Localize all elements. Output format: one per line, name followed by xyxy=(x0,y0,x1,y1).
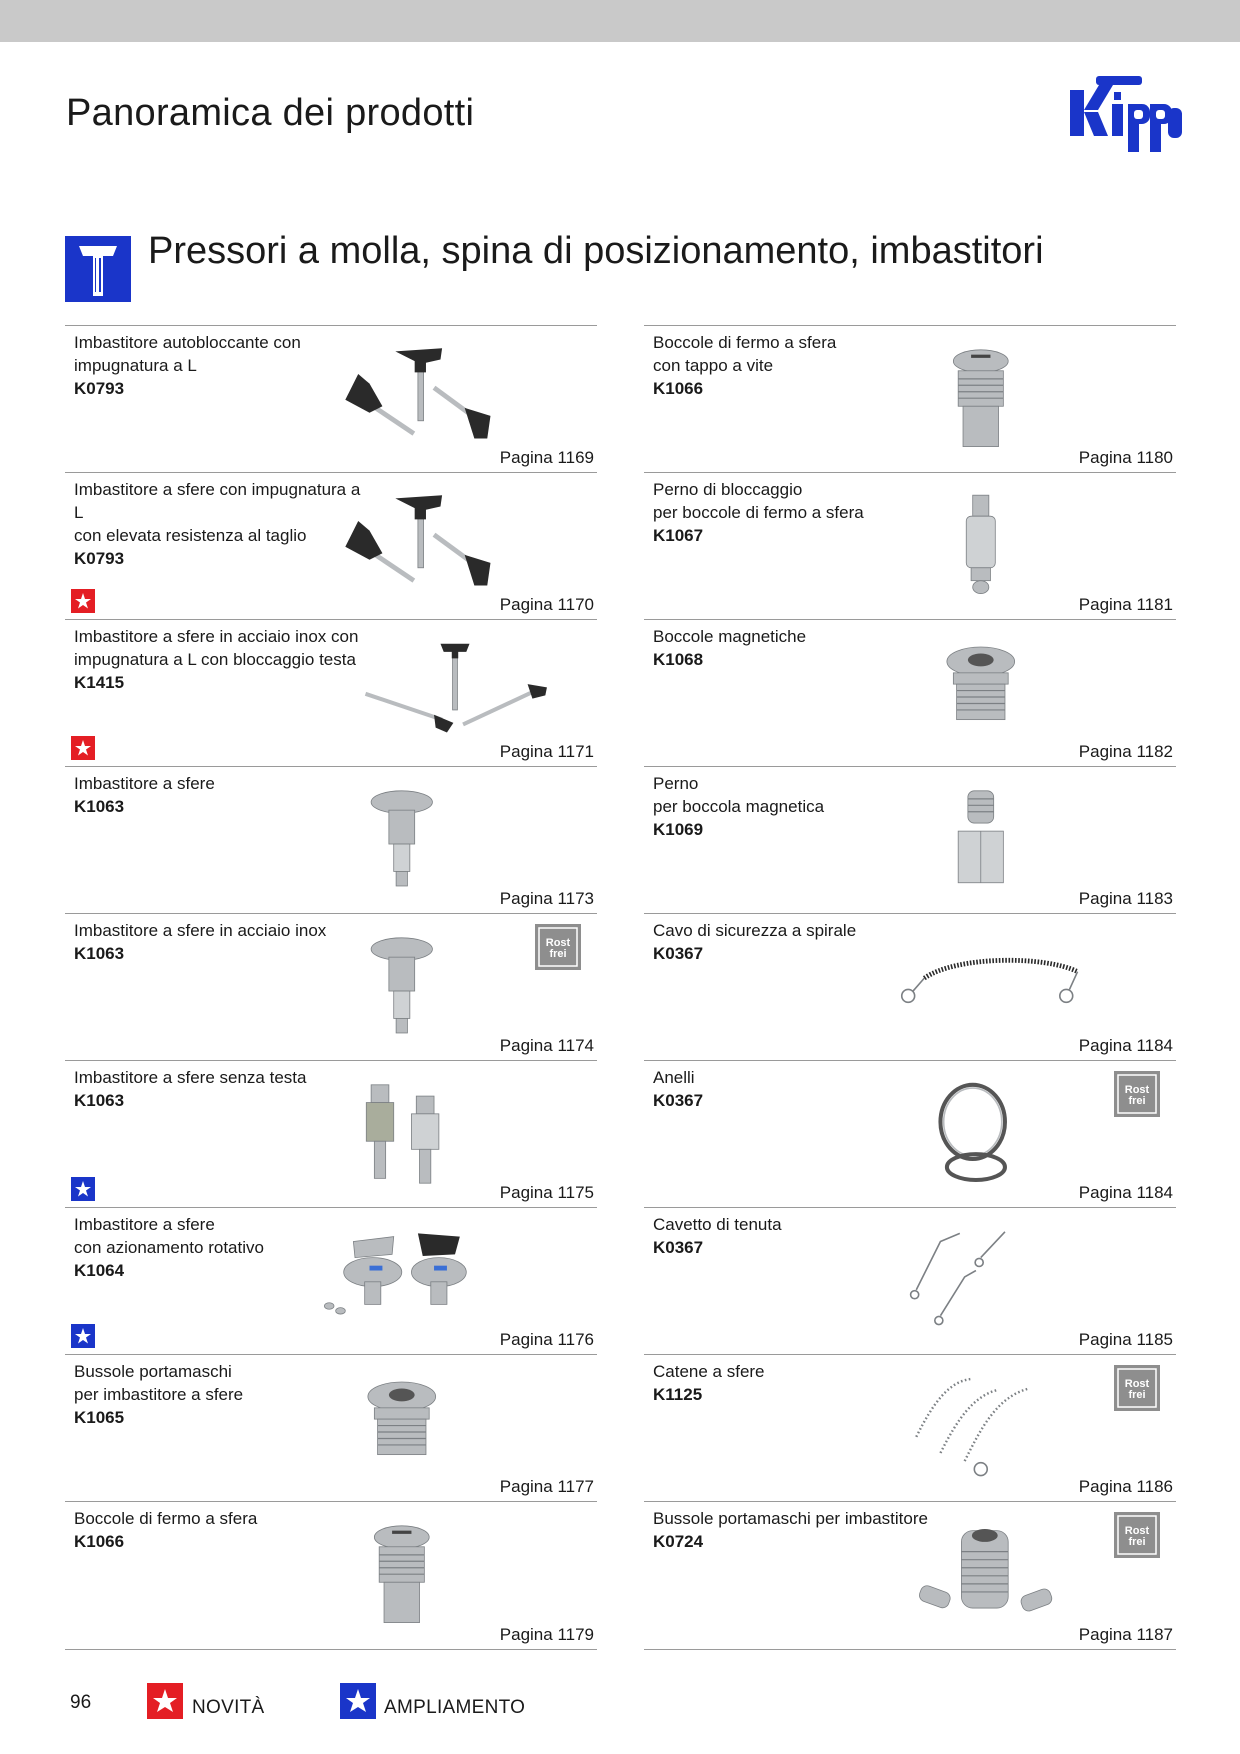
product-name-line: Imbastitore a sfere xyxy=(74,1215,215,1234)
product-column-left xyxy=(65,325,597,1650)
product-code: K0724 xyxy=(653,1532,704,1551)
page-title: Panoramica dei prodotti xyxy=(66,92,475,134)
product-entry xyxy=(65,1207,597,1354)
new-star-icon xyxy=(71,589,95,613)
svg-text:frei: frei xyxy=(1128,1536,1146,1548)
page-reference[interactable]: Pagina 1173 xyxy=(499,889,594,908)
product-code: K1125 xyxy=(653,1385,703,1404)
product-entry xyxy=(644,472,1176,619)
product-name-line: Boccole di fermo a sfera xyxy=(653,333,837,352)
page-reference[interactable]: Pagina 1174 xyxy=(499,1036,594,1055)
page-reference[interactable]: Pagina 1180 xyxy=(1078,448,1173,467)
extension-star-icon xyxy=(340,1683,376,1719)
product-name-line: con elevata resistenza al taglio xyxy=(74,526,307,545)
svg-text:frei: frei xyxy=(1128,1095,1146,1107)
section-title: Pressori a molla, spina di posizionamento, imbastitori xyxy=(148,230,1044,272)
page-reference[interactable]: Pagina 1177 xyxy=(499,1477,594,1496)
svg-text:frei: frei xyxy=(549,948,567,960)
page-number: 96 xyxy=(70,1692,92,1713)
svg-text:Rost: Rost xyxy=(545,937,571,949)
rost-frei-icon xyxy=(535,924,581,970)
rost-frei-icon xyxy=(1114,1071,1160,1117)
product-name-line: Bussole portamaschi per imbastitore xyxy=(653,1509,928,1528)
product-entry xyxy=(65,913,597,1060)
product-entry xyxy=(65,619,597,766)
rost-frei-icon xyxy=(1114,1365,1160,1411)
page-reference[interactable]: Pagina 1184 xyxy=(1078,1183,1173,1202)
product-entry xyxy=(644,1060,1176,1207)
product-name-line: Imbastitore a sfere senza testa xyxy=(74,1068,307,1087)
product-code: K1063 xyxy=(74,944,125,963)
product-entry xyxy=(65,1060,597,1207)
product-code: K0367 xyxy=(653,1091,704,1110)
product-code: K0793 xyxy=(74,379,125,398)
product-code: K1064 xyxy=(74,1261,125,1280)
product-name-line: Cavo di sicurezza a spirale xyxy=(653,921,857,940)
page-reference[interactable]: Pagina 1184 xyxy=(1078,1036,1173,1055)
svg-text:Rost: Rost xyxy=(1124,1084,1150,1096)
page-reference[interactable]: Pagina 1183 xyxy=(1078,889,1173,908)
product-entry xyxy=(65,1501,597,1650)
product-entry xyxy=(644,325,1176,472)
product-entry xyxy=(65,472,597,619)
product-name-line: Bussole portamaschi xyxy=(74,1362,232,1381)
svg-text:frei: frei xyxy=(1128,1389,1146,1401)
product-code: K1063 xyxy=(74,797,125,816)
product-name-line: Boccole magnetiche xyxy=(653,627,807,646)
product-code: K0367 xyxy=(653,1238,704,1257)
page-reference[interactable]: Pagina 1179 xyxy=(499,1625,594,1644)
product-entry xyxy=(644,913,1176,1060)
product-code: K0793 xyxy=(74,549,125,568)
product-name-line: con tappo a vite xyxy=(653,356,774,375)
page-reference[interactable]: Pagina 1170 xyxy=(499,595,594,614)
product-name-line: per imbastitore a sfere xyxy=(74,1385,244,1404)
svg-text:Rost: Rost xyxy=(1124,1378,1150,1390)
new-star-icon xyxy=(147,1683,183,1719)
page-reference[interactable]: Pagina 1182 xyxy=(1078,742,1173,761)
kipp-logo xyxy=(1068,72,1188,164)
new-star-icon xyxy=(71,736,95,760)
product-entry xyxy=(644,766,1176,913)
product-name-line: Perno xyxy=(653,774,699,793)
product-entry xyxy=(65,1354,597,1501)
product-name-line: Anelli xyxy=(653,1068,695,1087)
product-entry xyxy=(65,325,597,472)
extension-star-icon xyxy=(71,1177,95,1201)
product-name-line: impugnatura a L con bloccaggio testa xyxy=(74,650,356,669)
t-handle-icon xyxy=(65,236,131,302)
product-code: K1063 xyxy=(74,1091,125,1110)
page-reference[interactable]: Pagina 1176 xyxy=(499,1330,594,1349)
legend-new-label: NOVITÀ xyxy=(192,1697,265,1718)
product-code: K1069 xyxy=(653,820,704,839)
page-reference[interactable]: Pagina 1185 xyxy=(1078,1330,1173,1349)
rost-frei-icon xyxy=(1114,1512,1160,1558)
svg-text:Rost: Rost xyxy=(1124,1525,1150,1537)
product-code: K1066 xyxy=(653,379,704,398)
product-name-line: Perno di bloccaggio xyxy=(653,480,803,499)
product-code: K1065 xyxy=(74,1408,125,1427)
page-reference[interactable]: Pagina 1175 xyxy=(499,1183,594,1202)
page-reference[interactable]: Pagina 1171 xyxy=(499,742,594,761)
product-name-line: impugnatura a L xyxy=(74,356,197,375)
product-name-line: Imbastitore a sfere in acciaio inox xyxy=(74,921,327,940)
page-reference[interactable]: Pagina 1187 xyxy=(1078,1625,1173,1644)
product-code: K1068 xyxy=(653,650,704,669)
product-code: K1066 xyxy=(74,1532,125,1551)
product-name-line: per boccola magnetica xyxy=(653,797,825,816)
product-code: K1067 xyxy=(653,526,704,545)
product-code: K1415 xyxy=(74,673,125,692)
product-name-line: Imbastitore a sfere xyxy=(74,774,215,793)
product-name-line: Imbastitore a sfere con impugnatura a L xyxy=(74,480,361,522)
product-name-line: Imbastitore a sfere in acciaio inox con xyxy=(74,627,359,646)
product-column-right xyxy=(644,325,1176,1650)
page-reference[interactable]: Pagina 1169 xyxy=(499,448,594,467)
product-entry xyxy=(644,1501,1176,1650)
product-entry xyxy=(644,1207,1176,1354)
top-bar xyxy=(0,0,1240,42)
product-name-line: per boccole di fermo a sfera xyxy=(653,503,864,522)
product-image xyxy=(305,1506,555,1644)
product-name-line: Catene a sfere xyxy=(653,1362,765,1381)
product-entry xyxy=(644,1354,1176,1501)
product-entry xyxy=(644,619,1176,766)
product-image xyxy=(884,1506,1134,1644)
product-name-line: Imbastitore autobloccante con xyxy=(74,333,301,352)
product-code: K0367 xyxy=(653,944,704,963)
page-reference[interactable]: Pagina 1181 xyxy=(1078,595,1173,614)
product-name-line: con azionamento rotativo xyxy=(74,1238,264,1257)
page-reference[interactable]: Pagina 1186 xyxy=(1078,1477,1173,1496)
extension-star-icon xyxy=(71,1324,95,1348)
legend-extension-label: AMPLIAMENTO xyxy=(384,1697,526,1718)
section-icon xyxy=(65,236,131,302)
product-name-line: Boccole di fermo a sfera xyxy=(74,1509,258,1528)
product-entry xyxy=(65,766,597,913)
product-name-line: Cavetto di tenuta xyxy=(653,1215,782,1234)
